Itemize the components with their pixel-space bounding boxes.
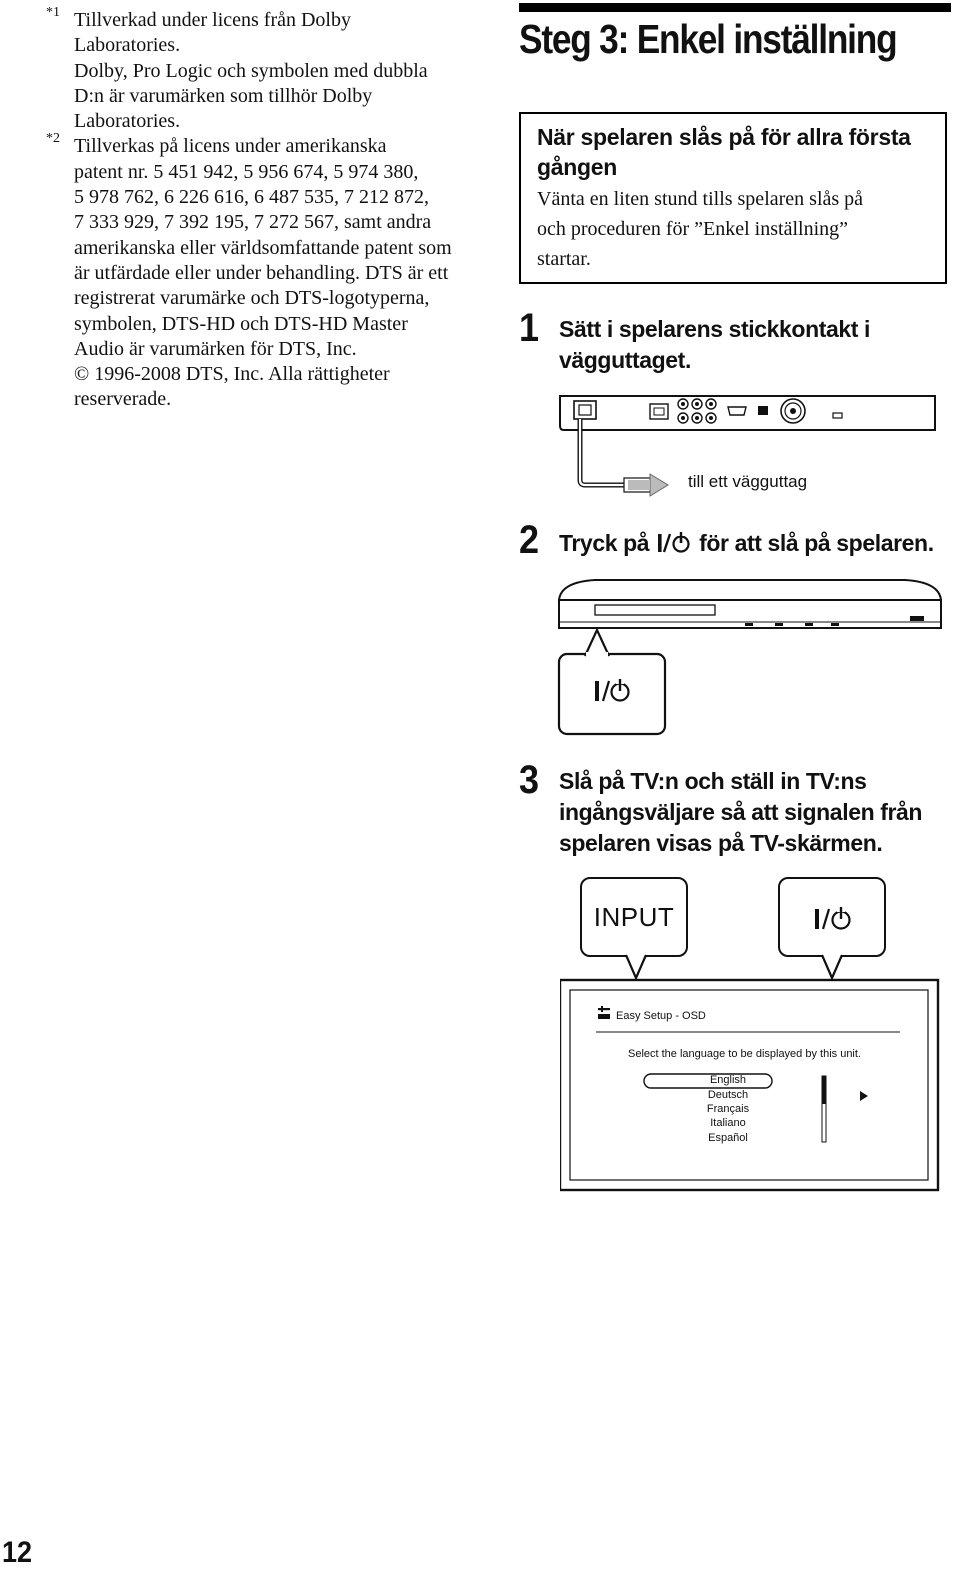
power-toggle-icon [814,906,854,932]
footnote-line: Dolby, Pro Logic och symbolen med dubbla [74,59,428,82]
footnote-line: Tillverkad under licens från Dolby [74,9,351,31]
osd-prompt: Select the language to be displayed by this unit. [628,1048,861,1060]
footnote-line: 7 333 929, 7 392 195, 7 272 567, samt andra [74,211,432,234]
footnote-line: amerikanska eller världsomfattande patent som [74,236,452,259]
section-heading: Steg 3: Enkel inställning [519,16,897,62]
heading-rule [519,3,951,12]
footnote-line: 5 978 762, 6 226 616, 6 487 535, 7 212 872, [74,186,429,209]
step-line: vägguttaget. [559,347,691,373]
step-line: spelaren visas på TV-skärmen. [559,830,883,856]
footnote-line: © 1996-2008 DTS, Inc. Alla rättigheter [74,363,390,386]
input-button-callout [580,877,688,957]
step-number: 3 [519,758,540,802]
osd-title: Easy Setup - OSD [616,1010,706,1022]
footnote-line: symbolen, DTS-HD och DTS-HD Master [74,312,408,335]
step-line: Sätt i spelarens stickkontakt i [559,316,871,342]
footnote-1 [40,5,480,134]
footnotes [40,5,480,413]
note-body-line: och proceduren för ”Enkel inställning” [537,218,848,240]
footnote-line: är utfärdade eller under behandling. DTS är ett [74,261,449,284]
footnote-mark: *2 [46,131,60,147]
note-body-line: startar. [537,248,591,270]
note-title [537,122,931,182]
step-text [559,314,870,376]
step-text-before: Tryck på [559,530,650,556]
osd-language-option[interactable]: Français [706,1103,750,1115]
osd-language-option[interactable]: Italiano [710,1117,746,1129]
player-front-illustration [555,572,947,742]
step-number: 1 [519,306,540,350]
step-text [559,766,922,859]
footnote-line: Laboratories. [74,110,181,133]
footnote-line: Laboratories. [74,34,181,57]
osd-language-option[interactable]: Deutsch [707,1089,749,1101]
footnote-2 [40,131,480,412]
footnote-line: Tillverkas på licens under amerikanska [74,135,387,158]
footnote-line: D:n är varumärken som tillhör Dolby [74,84,373,107]
note-title-line: När spelaren slås på för allra första [537,124,911,150]
note-body [537,184,931,274]
step-number: 2 [519,518,540,562]
power-toggle-icon [657,532,691,554]
note-body-line: Vänta en liten stund tills spelaren slås på [537,188,864,210]
power-button-callout [778,877,886,957]
page-number: 12 [2,1536,33,1569]
osd-language-option[interactable]: Español [708,1132,748,1144]
footnote-line: reserverade. [74,388,172,411]
footnote-line: registrerat varumärke och DTS-logotyperna, [74,287,430,310]
footnote-line: Audio är varumärken för DTS, Inc. [74,337,357,360]
osd-language-option[interactable]: English [709,1074,747,1086]
step-line: Slå på TV:n och ställ in TV:ns [559,768,867,794]
wall-outlet-label: till ett vägguttag [688,472,808,491]
footnote-mark: *1 [46,5,60,20]
step-text [559,528,934,559]
note-title-line: gången [537,154,617,180]
step-line: ingångsväljare så att signalen från [559,799,923,825]
note-box [519,112,947,284]
arrow-icon [624,474,668,496]
input-button-label: INPUT [593,902,675,932]
footnote-line: patent nr. 5 451 942, 5 956 674, 5 974 380, [74,160,419,183]
step-text-after: för att slå på spelaren. [699,530,934,556]
